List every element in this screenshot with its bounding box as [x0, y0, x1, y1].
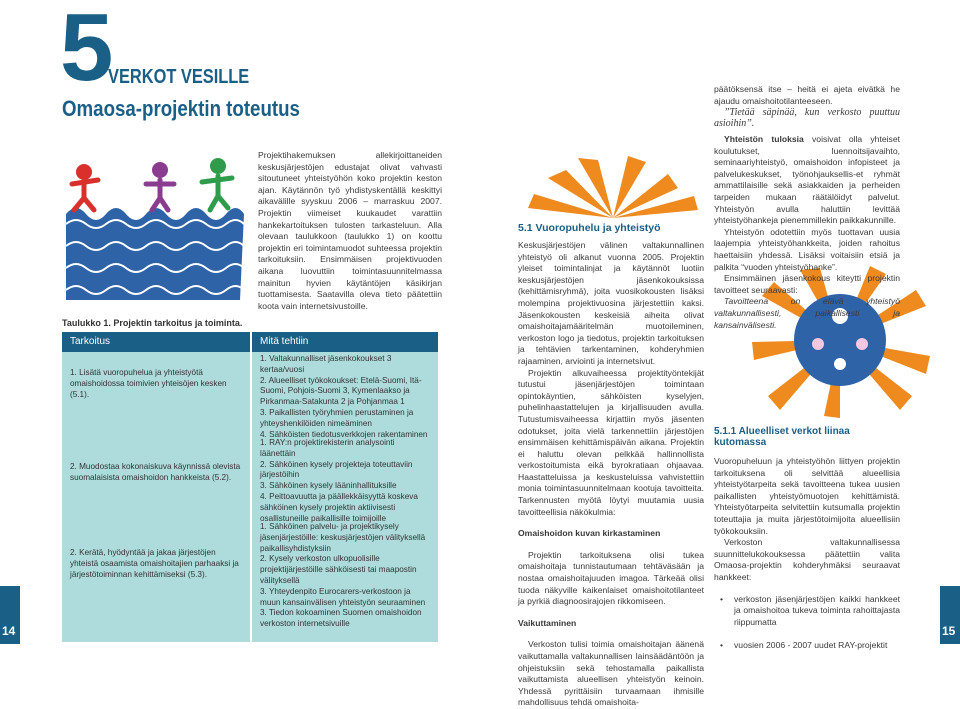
section-5-1-1-p2: Verkoston valtakunnallisessa suunnittelukokouksessa päätettiin valita Omaosa-projektin kohderyhmäksi seuraavat hankkeet:: [714, 537, 900, 582]
people-on-waves-illustration: [62, 150, 244, 308]
subheading-influence: Vaikuttaminen: [518, 617, 577, 628]
section-5-1-p2: Projektin alkuvaiheessa projektityöntekijät tutustui jäsenjärjestöjen toimintaan opintokäyntien, sähköisten kyselyjen, puhelinhaastattelujen ja kirjallisuuden avulla. Tutustumisvaiheessa kirjattiin myös jäsenten odotukset, joita vielä tarkennettiin järjestöjen ensimmäisen kehittämispäivän aikana. Projektin ei haluttu olevan pelkkää hallinnollista verkostoitumista eikä byrokratiaan ohjaavaa. Haastatteluissa ja keskusteluissa vahvistettiin monia toimintasuunnitelmaan kootuja tavoitteita. Tarkennusten myötä löytyi muutamia uusia tavoitteellisia näkökulmia:: [518, 367, 704, 517]
chapter-number: 5: [60, 0, 112, 101]
project-title: Omaosa-projektin toteutus: [62, 96, 300, 121]
list-item: • verkoston jäsenjärjestöjen kaikki hankkeet ja omaishoitoa tukeva toiminta rahoittajasta riippumatta: [714, 594, 900, 629]
col2-p2: Yhteistyön odotettiin myös tuottavan uusia laajempia yhteistyöhankkeita, joiden rahoitus haettaisiin yhdessä. Lisäksi voitaisiin etsiä ja palkita “vuoden yhteistyöhanke”.: [714, 226, 900, 272]
action-item: 4. Peittoavuutta ja päällekkäisyyttä koskeva sähköinen kysely projektin aktiivisesti osallistuneille paikallisille toimijoille: [260, 491, 418, 523]
section-5-1-1-p1: Vuoropuheluun ja yhteistyöhön liittyen projektin tarkoituksena oli selvittää alueellisia yhteistyötarpeita sekä tavoitteena tukea uusien paikallisten yhteistyömuotojen kehittämistä. Yhteistyötarpeita selvitettiin kutsumalla projektin toteuttajia ja muita järjestötoimijoita alueellisiin työkokouksiin.: [714, 456, 900, 536]
right-column-right-page: [714, 134, 900, 331]
col2-quote: Tavoitteena on elävä yhteistyö valtakunnallisesti, paikallisesti ja kansainvälisesti.: [714, 296, 900, 330]
subheading-image: Omaishoidon kuvan kirkastaminen: [518, 528, 661, 539]
subheading-image-text: Projektin tarkoituksena olisi tukea omaishoitaja tunnistautumaan tehtäväsään ja nostaa omaishoitajuuden imagoa. Tärkeää olisi tuoda näkyville kaikenlaiset omaishoitotilanteet ja pyrkiä diagnoosirajojen rikkomiseen.: [518, 549, 704, 607]
action-item: 1. RAY:n projektirekisterin analysointi läänettäin: [260, 438, 395, 458]
subheading-influence-text: Verkoston tulisi toimia omaishoitajan äänenä vaikuttamalla valtakunnallisen lainsäädäntöön ja ohjeistuksiin sekä tehostamalla paikallista vaikuttamista alueellisen yhteistyön keinoin. Yhdessä pyrittäisiin turvaamaan ihmisille mahdollisuus tehdä omaishoita-: [518, 639, 704, 708]
section-5-1-p1: Keskusjärjestöjen välinen valtakunnallinen yhteistyö oli alkanut vuonna 2005. Projektin yleiset toimintalinjat ja käytännöt luotiin keskusjärjestöjen jäsenkokouksissa (kehittämisryhmä), joita vuosikokousten lisäksi molempina projektivuosina järjestettiin kaksi. Jäsenkokousten keskeisiä aiheita olivat omaishoitajamääritelmän muotoileminen, verkoston logo ja tiedotus, projektin tarkoituksen ja tehtävien tarkentaminen, kohderyhmien rajaaminen, arviointi ja internetsivut.: [518, 240, 704, 366]
left-column-right-page: [518, 222, 704, 709]
figure-red: [72, 164, 98, 210]
section-5-1-1: [714, 426, 900, 664]
action-item: 2. Sähköinen kysely projekteja toteuttaviin järjestöihin: [260, 459, 413, 480]
actions-group-1: [260, 354, 432, 440]
actions-group-2: [260, 438, 432, 524]
purpose-item: 2. Kerätä, hyödyntää ja jakaa järjestöjen yhteistä osaamista omaishoitajien parhaaksi ja järjestötoiminnan kehittämiseksi (5.3).: [70, 548, 239, 579]
wave-band: [66, 208, 244, 300]
figure-purple: [146, 162, 174, 210]
target-projects-list: [714, 594, 900, 652]
page-number-left: 14: [0, 586, 20, 644]
sun-rays-illustration: [518, 118, 708, 218]
actions-group-3: [260, 522, 432, 630]
section-5-1-title: 5.1 Vuoropuhelu ja yhteistyö: [518, 222, 661, 234]
action-item: 3. Yhteydenpito Eurocarers-verkostoon ja muun kansainvälisen yhteistyön seuraaminen: [260, 586, 426, 607]
table-purpose-column: [62, 332, 250, 642]
action-item: 4. Sähköisten tiedotusverkkojen rakentaminen: [260, 429, 428, 439]
list-item: • vuosien 2006 - 2007 uudet RAY-projektit: [714, 640, 900, 652]
actions-header: Mitä tehtiin: [252, 332, 438, 352]
purpose-item: 1. Lisätä vuoropuhelua ja yhteistyötä omaishoidossa toimivien yhteisöjen kesken (5.1).: [70, 368, 227, 399]
table-actions-column: [252, 332, 438, 642]
action-item: 3. Tiedon kokoaminen Suomen omaishoidon verkoston internetsivuille: [260, 608, 422, 629]
top-text: päätöksensä itse – heitä ei ajeta eivätkä he ajaudu omaishoitotilanteeseen.: [714, 84, 900, 106]
top-quote: ”Tietää säpinää, kun verkosto puuttuu asioihin”.: [714, 107, 900, 130]
purpose-header: Tarkoitus: [62, 332, 250, 352]
action-item: 3. Paikallisten työryhmien perustaminen ja yhteyshenkilöiden nimeäminen: [260, 407, 414, 428]
intro-paragraph: Projektihakemuksen allekirjoittaneiden keskusjärjestöjen edustajat olivat vahvasti sitoutuneet yhteistyöhön koko projektin keston ajan. Käytännön työ yhdistyskentällä keskittyi aikavälille syyskuu 2006 – marraskuu 2007. Projektin viimeiset kuukaudet varattiin hankekartoituksen tulosten tarkasteluun. Alla olevaan taulukkoon (taulukko 1) on koottu projektin eri toimintamuodot suhteessa projektin tarkoituksiin. Ensimmäisen projektivuoden aikana luovuttiin toimintasuunnitelmassa mainitun hyvien käytäntöjen käsikirjan tuottamisesta. Saatavilla oleva tieto päätettiin koota vain internetsivustoille.: [258, 150, 442, 311]
action-item: 2. Alueelliset työkokoukset: Etelä-Suomi, Itä-Suomi, Pohjois-Suomi 3, Kymenlaakso ja Pirkanmaa-Satakunta 2 ja Pohjanmaa 1: [260, 375, 422, 407]
table-caption: Taulukko 1. Projektin tarkoitus ja toiminta.: [62, 318, 243, 328]
page-number-right: 15: [940, 586, 960, 644]
col2-p1: Yhteistön tuloksia voisivat olla yhteiset koulutukset, luennoitsijavaihto, seminaariyhteistyö, omaishoidon infopisteet ja palvelukeskukset, työnohjauksellis-et ryhmät ammattilaisille sekä asiakkaiden ja perheiden tarpeiden mukaan räätälöidyt palvelut. Yhteistyön avulla haluttiin levittää yhteistyöhankeja pienemmillekin paikkakunnille.: [714, 134, 901, 226]
action-item: 1. Valtakunnalliset jäsenkokoukset 3 kertaa/vuosi: [260, 354, 392, 374]
action-item: 3. Sähköinen kysely lääninhallituksille: [260, 481, 397, 491]
chapter-title: VERKOT VESILLE: [108, 66, 250, 88]
section-5-1-1-title: 5.1.1 Alueelliset verkot liinaa kutomassa: [714, 426, 850, 448]
top-continuation: [714, 84, 900, 129]
col2-p3: Ensimmäinen jäsenkokous kiteytti projektin tavoitteet seuraavasti:: [714, 273, 900, 295]
figure-green: [202, 158, 232, 210]
action-item: 2. Kysely verkoston ulkopuolisille projektijärjestöille sähköisesti tai maapostin välityksellä: [260, 554, 417, 585]
action-item: 1. Sähköinen palvelu- ja projektikysely jäsenjärjestöille: keskusjärjestöjen välityksellä paikallisyhdistyksiin: [260, 522, 426, 553]
purpose-item: 2. Muodostaa kokonaiskuva käynnissä olevista suomalaisista omaishoidon hankkeista (5.2).: [70, 462, 241, 482]
